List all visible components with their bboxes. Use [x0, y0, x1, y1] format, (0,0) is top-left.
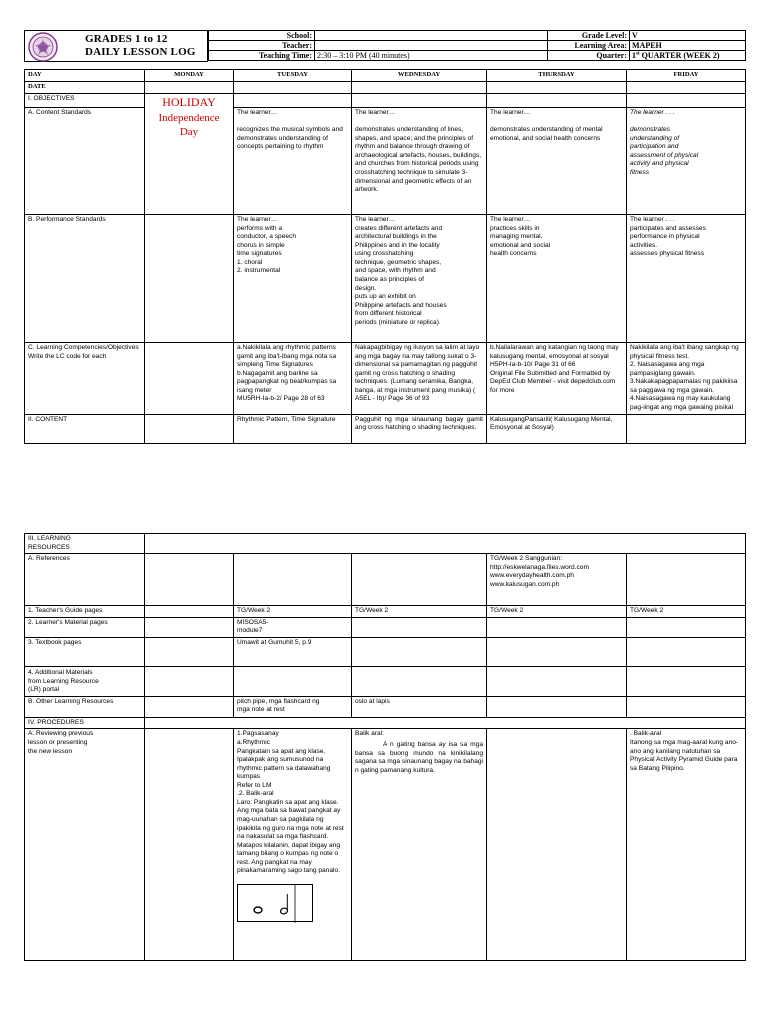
review-wednesday: A n gating bansa ay isa sa mga bansa sa buong mundo na kinikilalang sagana sa mga sinaunang bagay na bahagi n gating pamanang kultura.	[355, 740, 483, 774]
title-box	[24, 30, 208, 62]
review-tuesday: 1.Pagsasanay a.Rhythmic Pangkatain sa apat ang klase. Ipalakpak ang sumusunod na rhythmic pattern sa dalawahang kumpas Refer to LM .2. Balik-aral Laro: Pangkatin sa apat ang klase. Ang mga bata sa bawat pangkat ay mag-uunahan sa pagkilala ng ipakikita ng guro na mga note at rest na nakasulat sa mga flashcard. Matapos kilalanin, dapat ibigay ang tamang bilang o kumpas ng note o rest. Ang pangkat na may pinakamaraming sago tang panalo.	[237, 730, 344, 875]
other-resources-row	[25, 696, 746, 717]
music-notes-icon	[238, 885, 314, 923]
content-label: II. CONTENT	[25, 414, 145, 443]
music-notes-box	[237, 884, 313, 922]
day-tuesday: TUESDAY	[234, 70, 352, 82]
review-tuesday-cell	[234, 729, 352, 961]
review-friday: . Balik-aral Itanong sa mga mag-aaral kung ano-ano ang kanilang natutuhan sa Physical Activity Pyramid Guide para sa Batang Pilipino.	[627, 729, 746, 961]
performance-standards-label: B. Performance Standards	[25, 215, 145, 343]
holiday-line-3: Day	[179, 125, 199, 138]
references-row	[25, 554, 746, 606]
content-standards-wednesday: The learner… demonstrates understanding of lines, shapes, and space; and the principles of rhythm and balance through drawing of archaeological artefacts, houses, buildings, and churches from historical periods using crosshatching technique to simulate 3-dimensional and geometric effects of an artwork.	[352, 108, 487, 215]
content-thursday: KalusugangPansarili( Kalusugang Mental, Emosyonal at Sosyal)	[487, 414, 627, 443]
textbook-label: 3. Textbook pages	[25, 637, 145, 666]
textbook-tuesday: Umawit at Gumuhit 5, p.9	[234, 637, 352, 666]
learners-material-label: 2. Learner's Material pages	[25, 617, 145, 637]
learners-material-row	[25, 617, 746, 637]
day-label: DAY	[25, 70, 145, 82]
date-label: DATE	[25, 82, 145, 94]
content-standards-row	[25, 108, 746, 215]
review-row	[25, 729, 746, 961]
additional-materials-row	[25, 666, 746, 696]
review-wednesday-cell	[352, 729, 487, 961]
teaching-time-value: 2:30 – 3:10 PM (40 minutes)	[315, 51, 548, 61]
whole-note-icon	[254, 907, 262, 913]
grade-level-label: Grade Level:	[548, 31, 630, 41]
teachers-guide-label: 1. Teacher's Guide pages	[25, 606, 145, 618]
day-monday: MONDAY	[145, 70, 234, 82]
performance-standards-thursday: The learner… practices skills in managing mental, emotional and social health concerns	[487, 215, 627, 343]
holiday-title: HOLIDAY	[162, 95, 216, 109]
teachers-guide-row	[25, 606, 746, 618]
additional-materials-label: 4. Additional Materials from Learning Resource (LR) portal	[25, 666, 145, 696]
competencies-row	[25, 343, 746, 415]
tg-thursday: TG/Week 2	[487, 606, 627, 618]
other-resources-tuesday: pitch pipe, mga flashcard ng mga note at rest	[234, 696, 352, 717]
performance-standards-row	[25, 215, 746, 343]
other-resources-wednesday: oslo at lapis	[352, 696, 487, 717]
procedures-row	[25, 717, 746, 729]
objectives-label: I. OBJECTIVES	[25, 94, 145, 108]
content-standards-thursday: The learner… demonstrates understanding of mental emotional, and social health concerns	[487, 108, 627, 215]
content-standards-label: A. Content Standards	[25, 108, 145, 215]
teacher-label: Teacher:	[209, 41, 315, 51]
tg-tuesday: TG/Week 2	[234, 606, 352, 618]
day-friday: FRIDAY	[627, 70, 746, 82]
references-label: A. References	[25, 554, 145, 606]
content-standards-friday: The learner . . . demonstrates understanding of participation and assessment of physical activity and physical fitness	[627, 108, 746, 215]
content-wednesday: Pagguhit ng mga sinaunang bagay gamit ang cross hatching o shading techniques.	[352, 414, 487, 443]
content-standards-tuesday: The learner… recognizes the musical symbols and demonstrates understanding of concepts pertaining to rhythm	[234, 108, 352, 215]
competencies-friday: Nakikilala ang iba't ibang sangkap ng physical fitness test. 2. Naisasagawa ang mga pampasiglang gawain. 3.Nakakapagpapamalas ng pakikiisa sa paggawa ng mga gawain. 4.Naisasagawa ng may kaukulang pag-iingat ang mga gawaing pisikal	[627, 343, 746, 415]
competencies-wednesday: Nakapagbibigay ng ilusyon sa lalim at layo ang mga bagay na may tatlong sukat o 3- dimensional sa pamamagitan ng pagguhit gamit ng cross hatching o shading techniques. (Lumang seramika, Bangka, banga, at mga instrument pang musika) ( A5EL - Ib)/ Page 36 of 93	[352, 343, 487, 415]
school-value	[315, 31, 548, 41]
deped-seal-icon	[27, 31, 59, 63]
day-row	[25, 70, 746, 82]
holiday-cell	[145, 94, 234, 215]
performance-standards-friday: The learner . . . participates and assesses performance in physical activities. assesses physical fitness	[627, 215, 746, 343]
teaching-time-label: Teaching Time:	[209, 51, 315, 61]
learning-area-label: Learning Area:	[548, 41, 630, 51]
tg-wednesday: TG/Week 2	[352, 606, 487, 618]
tg-friday: TG/Week 2	[627, 606, 746, 618]
lm-tuesday: MISOSA5- module7	[234, 617, 352, 637]
procedures-label: IV. PROCEDURES	[25, 717, 145, 729]
performance-standards-tuesday: The learner… performs with a conductor, a speech chorus in simple time signatures 1. choral 2. instrumental	[234, 215, 352, 343]
objectives-table	[24, 69, 746, 444]
competencies-tuesday: a.Nakikilala ang rhythmic patterns gamit ang iba't-ibang mga nota sa simpleng Time Signatures b.Nagagamit ang barline sa pagpapangkat ng beat/kumpas sa isang meter MU5RH-Ia-b-2/ Page 28 of 63	[234, 343, 352, 415]
teacher-value	[315, 41, 548, 51]
content-tuesday: Rhythmic Pattern, Time Signature	[234, 414, 352, 443]
resources-table	[24, 533, 746, 961]
school-label: School:	[209, 31, 315, 41]
learning-resources-row	[25, 534, 746, 554]
textbook-row	[25, 637, 746, 666]
other-resources-label: B. Other Learning Resources	[25, 696, 145, 717]
objectives-row	[25, 94, 746, 108]
learning-area-value: MAPEH	[630, 41, 746, 51]
competencies-label: C. Learning Competencies/Objectives Write the LC code for each	[25, 343, 145, 415]
competencies-thursday: b.Nailalarawan ang katangian ng taong may kalusugang mental, emosyonal at sosyal H5PH-Ia-b-10/ Page 31 of 66 Original File Submitted and Formatted by DepEd Club Member - visit depedclub.com for more	[487, 343, 627, 415]
grade-level-value: V	[630, 31, 746, 41]
date-row	[25, 82, 746, 94]
holiday-line-2: Independence	[158, 111, 220, 124]
references-thursday: TG/Week 2 Sanggunian: http://eskwelanaga.files.word.com www.everydayhealth.com.ph www.kalusugan.com.ph	[487, 554, 627, 606]
title-line-2: DAILY LESSON LOG	[85, 46, 196, 58]
review-label: A. Reviewing previous lesson or presenting the new lesson	[25, 729, 145, 961]
performance-standards-wednesday: The learner… creates different artefacts and architectural buildings in the Philippines and in the locality using crosshatching technique, geometric shapes, and space, with rhythm and balance as principles of design. puts up an exhibit on Philippine artefacts and houses from different historical periods (miniature or replica).	[352, 215, 487, 343]
quarter-value: 1st QUARTER (WEEK 2)	[630, 51, 746, 61]
day-wednesday: WEDNESDAY	[352, 70, 487, 82]
header-info-table	[208, 30, 746, 61]
review-wednesday-title: Balik aral:	[355, 730, 384, 738]
quarter-label: Quarter:	[548, 51, 630, 61]
title-line-1: GRADES 1 to 12	[85, 33, 168, 45]
day-thursday: THURSDAY	[487, 70, 627, 82]
learning-resources-label: III. LEARNING RESOURCES	[25, 534, 145, 554]
content-row	[25, 414, 746, 443]
